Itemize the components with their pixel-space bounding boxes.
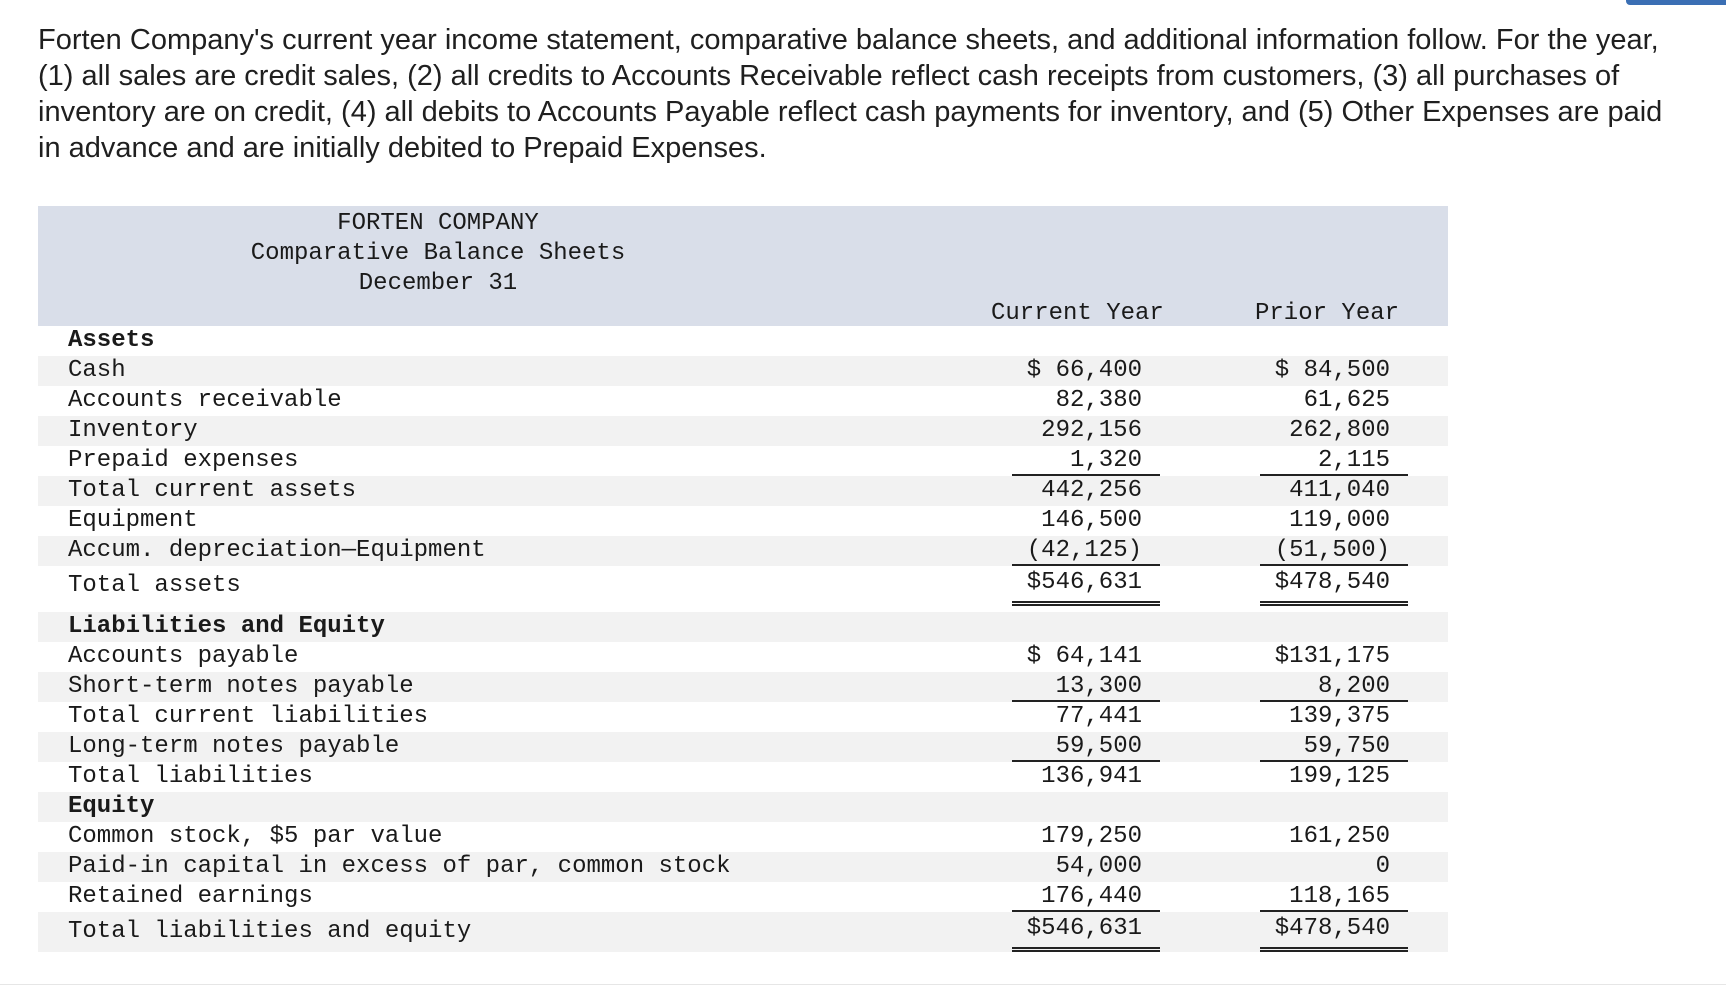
prior-year-value: 411,040 [1289,477,1390,504]
prior-year-value: $478,540 [1260,566,1408,606]
table-row [38,762,1448,792]
row-label: Prepaid expenses [68,447,299,474]
balance-sheet-table [38,206,1448,952]
table-row [38,326,1448,356]
table-row [38,732,1448,762]
current-year-value: 176,440 [1012,882,1160,912]
prior-year-value: 139,375 [1289,703,1390,730]
row-label: Long-term notes payable [68,733,400,760]
table-row [38,566,1448,606]
row-label: Short-term notes payable [68,673,414,700]
prior-year-value: 118,165 [1260,882,1408,912]
current-year-value: $ 66,400 [1026,357,1142,384]
table-row [38,612,1448,642]
prior-year-value: 119,000 [1289,507,1390,534]
row-label: Accounts receivable [68,387,342,414]
table-row [38,702,1448,732]
row-label: Common stock, $5 par value [68,823,443,850]
prior-year-value: 59,750 [1260,732,1408,762]
row-label: Equipment [68,507,198,534]
table-row [38,822,1448,852]
current-year-value: 442,256 [1041,477,1142,504]
section-heading-assets: Assets [68,327,155,354]
current-year-value: 13,300 [1012,672,1160,702]
prior-year-value: 262,800 [1289,417,1390,444]
current-year-value: 146,500 [1041,507,1142,534]
table-row [38,792,1448,822]
table-row [38,416,1448,446]
section-heading-liabilities-equity: Liabilities and Equity [68,613,385,640]
current-year-value: 54,000 [1055,853,1142,880]
table-header [38,206,1448,326]
table-row [38,476,1448,506]
prior-year-value: 199,125 [1289,763,1390,790]
current-year-value: 77,441 [1055,703,1142,730]
column-header-prior-year: Prior Year [1255,300,1400,327]
prior-year-value: (51,500) [1260,536,1408,566]
prior-year-value: 2,115 [1260,446,1408,476]
bottom-divider [0,984,1726,985]
current-year-value: 179,250 [1041,823,1142,850]
row-label: Cash [68,357,126,384]
prior-year-value: $ 84,500 [1274,357,1390,384]
section-heading-equity: Equity [68,793,155,820]
row-label: Accounts payable [68,643,299,670]
column-header-current-year: Current Year [991,300,1164,327]
prior-year-value: $478,540 [1260,912,1408,952]
statement-date: December 31 [358,270,518,297]
prior-year-value: 161,250 [1289,823,1390,850]
table-row [38,506,1448,536]
table-row [38,386,1448,416]
current-year-value: (42,125) [1012,536,1160,566]
problem-intro-text: Forten Company's current year income statement, comparative balance sheets, and additional information follow. For the year, (1) all sales are credit sales, (2) all credits to Accounts Receivable reflect cash receipts from customers, (3) all purchases of inventory are on credit, (4) all debits to Accounts Payable reflect cash payments for inventory, and (5) Other Expenses are paid in advance and are initially debited to Prepaid Expenses. [38,24,1663,164]
top-accent-bar [1626,0,1726,5]
row-label: Inventory [68,417,198,444]
prior-year-value: 0 [1375,853,1390,880]
current-year-value: 82,380 [1055,387,1142,414]
table-row [38,882,1448,912]
current-year-value: 59,500 [1012,732,1160,762]
company-name: FORTEN COMPANY [337,210,539,237]
current-year-value: $546,631 [1012,912,1160,952]
row-label: Total assets [68,572,241,599]
table-row [38,912,1448,952]
current-year-value: $ 64,141 [1026,643,1142,670]
prior-year-value: 8,200 [1260,672,1408,702]
table-row [38,536,1448,566]
current-year-value: 292,156 [1041,417,1142,444]
row-label: Paid-in capital in excess of par, common stock [68,853,731,880]
prior-year-value: 61,625 [1303,387,1390,414]
row-label: Retained earnings [68,883,313,910]
table-row [38,356,1448,386]
table-row [38,446,1448,476]
table-row [38,642,1448,672]
current-year-value: 136,941 [1041,763,1142,790]
row-label: Total current liabilities [68,703,429,730]
current-year-value: 1,320 [1012,446,1160,476]
row-label: Total current assets [68,477,357,504]
statement-title: Comparative Balance Sheets [250,240,626,267]
current-year-value: $546,631 [1012,566,1160,606]
row-label: Total liabilities and equity [68,918,472,945]
prior-year-value: $131,175 [1274,643,1390,670]
row-label: Total liabilities [68,763,313,790]
table-row [38,852,1448,882]
table-row [38,672,1448,702]
row-label: Accum. depreciation—Equipment [68,537,486,564]
